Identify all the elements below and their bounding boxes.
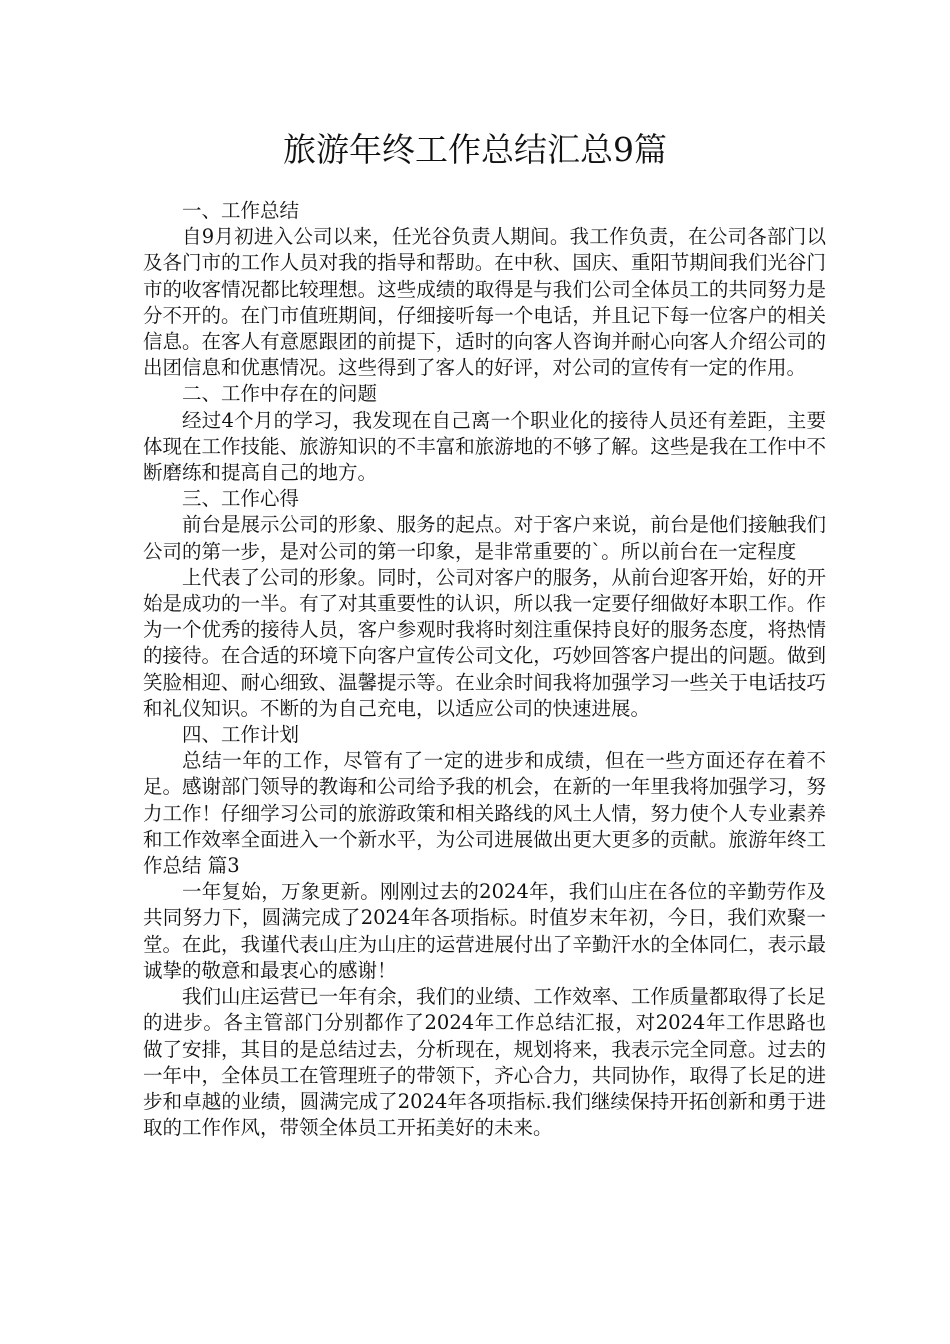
document-body	[143, 198, 826, 1141]
paragraph: 总结一年的工作，尽管有了一定的进步和成绩，但在一些方面还存在着不足。感谢部门领导的教诲和公司给予我的机会，在新的一年里我将加强学习，努力工作！仔细学习公司的旅游政策和相关路线的风土人情，努力使个人专业素养和工作效率全面进入一个新水平，为公司进展做出更大更多的贡献。旅游年终工作总结 篇3	[143, 749, 826, 878]
paragraph: 上代表了公司的形象。同时，公司对客户的服务，从前台迎客开始，好的开始是成功的一半。有了对其重要性的认识，所以我一定要仔细做好本职工作。作为一个优秀的接待人员，客户参观时我将时刻注重保持良好的服务态度，将热情的接待。在合适的环境下向客户宣传公司文化，巧妙回答客户提出的问题。做到笑脸相迎、耐心细致、温馨提示等。在业余时间我将加强学习一些关于电话技巧和礼仪知识。不断的为自己充电，以适应公司的快速进展。	[143, 565, 826, 720]
paragraph: 我们山庄运营已一年有余，我们的业绩、工作效率、工作质量都取得了长足的进步。各主管部门分别都作了2024年工作总结汇报，对2024年工作思路也做了安排，其目的是总结过去，分析现在，规划将来，我表示完全同意。过去的一年中，全体员工在管理班子的带领下，齐心合力，共同协作，取得了长足的进步和卓越的业绩，圆满完成了2024年各项指标.我们继续保持开拓创新和勇于进取的工作作风，带领全体员工开拓美好的未来。	[143, 985, 826, 1140]
heading-work-problems: 二、工作中存在的问题	[182, 382, 378, 406]
paragraph: 前台是展示公司的形象、服务的起点。对于客户来说，前台是他们接触我们公司的第一步，是对公司的第一印象，是非常重要的`。所以前台在一定程度	[143, 513, 826, 563]
paragraph: 一年复始，万象更新。刚刚过去的2024年，我们山庄在各位的辛勤劳作及共同努力下，圆满完成了2024年各项指标。时值岁末年初，今日，我们欢聚一堂。在此，我谨代表山庄为山庄的运营进展付出了辛勤汗水的全体同仁，表示最诚挚的敬意和最衷心的感谢！	[143, 880, 826, 982]
document-title: 旅游年终工作总结汇总9篇	[283, 130, 667, 169]
heading-work-plan: 四、工作计划	[182, 723, 300, 747]
heading-work-insights: 三、工作心得	[182, 487, 300, 511]
heading-work-summary: 一、工作总结	[182, 199, 300, 222]
paragraph: 经过4个月的学习，我发现在自己离一个职业化的接待人员还有差距，主要体现在工作技能、旅游知识的不丰富和旅游地的不够了解。这些是我在工作中不断磨练和提高自己的地方。	[143, 408, 826, 485]
paragraph: 自9月初进入公司以来，任光谷负责人期间。我工作负责，在公司各部门以及各门市的工作人员对我的指导和帮助。在中秋、国庆、重阳节期间我们光谷门市的收客情况都比较理想。这些成绩的取得是与我们公司全体员工的共同努力是分不开的。在门市值班期间，仔细接听每一个电话，并且记下每一位客户的相关信息。在客人有意愿跟团的前提下，适时的向客人咨询并耐心向客人介绍公司的出团信息和优惠情况。这些得到了客人的好评，对公司的宣传有一定的作用。	[143, 225, 826, 380]
